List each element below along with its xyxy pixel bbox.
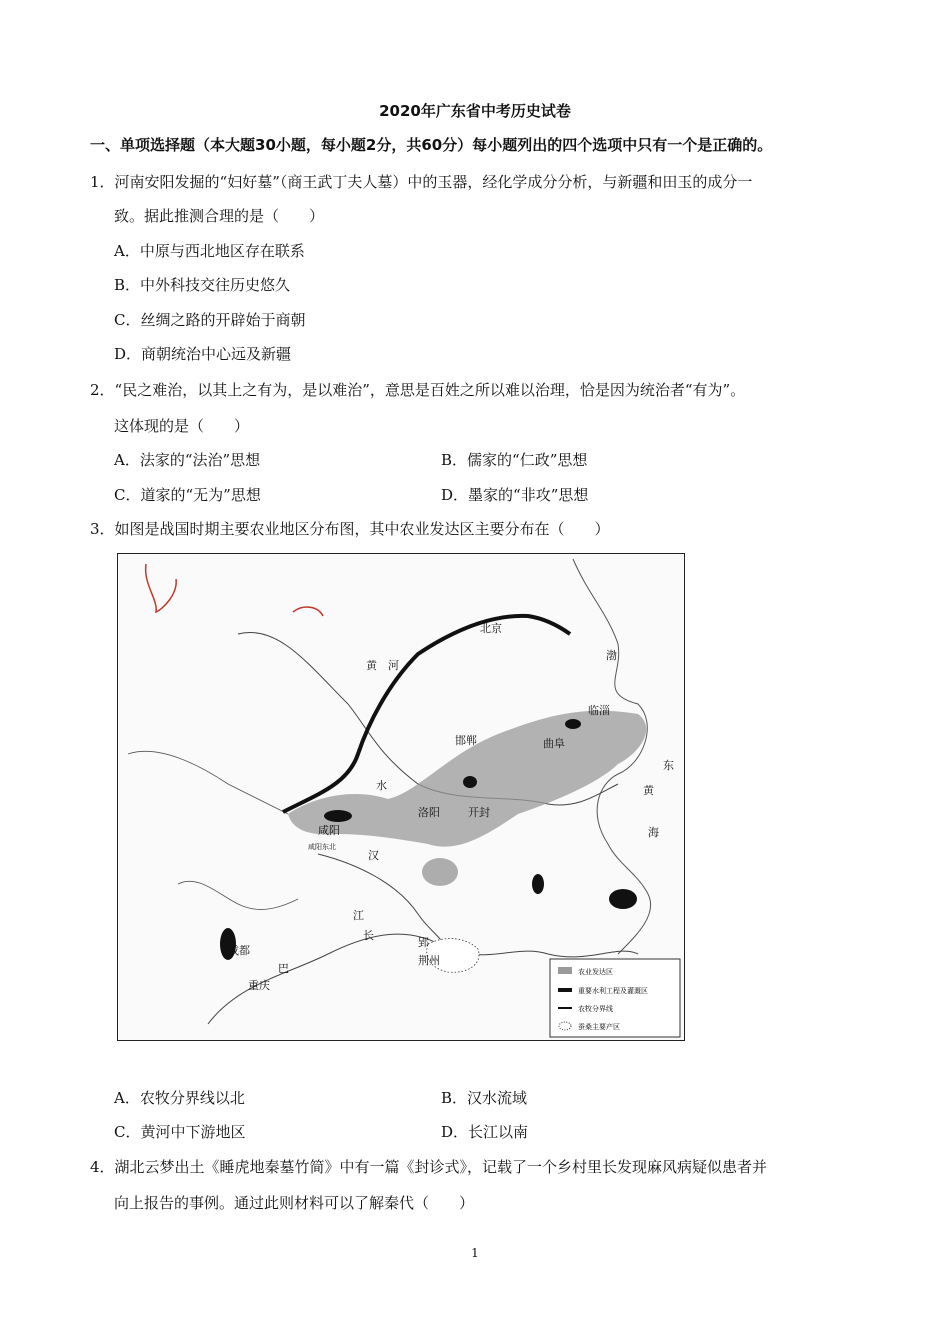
question-3-option-d[interactable]: D．长江以南	[441, 1123, 529, 1141]
page-title: 2020年广东省中考历史试卷	[379, 102, 571, 120]
question-4-line-1: 4．湖北云梦出土《睡虎地秦墓竹简》中有一篇《封诊式》，记载了一个乡村里长发现麻风病疑似患者并	[90, 1158, 768, 1176]
irrigation-zone-qi	[565, 719, 581, 729]
map-legend	[550, 959, 680, 1037]
question-2-option-d[interactable]: D．墨家的“非攻”思想	[441, 486, 589, 504]
label-jingzhou: 荆州	[418, 954, 440, 967]
legend-agriculture: 农业发达区	[578, 968, 613, 976]
label-handan: 邯郸	[455, 734, 477, 747]
question-3-line-1: 3．如图是战国时期主要农业地区分布图，其中农业发达区主要分布在（ ）	[90, 520, 610, 538]
question-4-line-2: 向上报告的事例。通过此则材料可以了解秦代（ ）	[114, 1194, 475, 1212]
red-border-line-2	[293, 607, 323, 616]
irrigation-zone-southeast	[609, 889, 637, 909]
label-huang-sea: 黄	[643, 784, 654, 797]
label-bo: 渤	[606, 649, 617, 662]
irrigation-zone-east	[532, 874, 544, 894]
label-chang: 长	[363, 929, 374, 942]
map-svg	[118, 554, 684, 1040]
legend-agro-pastoral: 农牧分界线	[578, 1005, 613, 1013]
label-luoyang: 洛阳	[418, 806, 440, 819]
legend-irrigation: 重要水利工程及灌溉区	[578, 987, 648, 995]
label-shui: 水	[376, 779, 387, 792]
label-qufu: 曲阜	[543, 737, 565, 750]
question-3-option-c[interactable]: C．黄河中下游地区	[114, 1123, 246, 1141]
agriculture-developed-area-south	[422, 858, 458, 886]
label-kaifeng: 开封	[468, 806, 490, 819]
label-xianyang-northeast: 咸阳东北	[308, 843, 336, 851]
question-3-option-b[interactable]: B．汉水流域	[441, 1089, 528, 1107]
label-ba: 巴	[278, 962, 289, 975]
label-xianyang: 咸阳	[318, 824, 340, 837]
irrigation-zone-ye	[463, 776, 477, 788]
question-1-option-b[interactable]: B．中外科技交往历史悠久	[114, 276, 291, 294]
label-huang: 黄	[366, 659, 377, 672]
question-2-line-2: 这体现的是（ ）	[114, 417, 250, 435]
page-number: 1	[471, 1246, 479, 1260]
warring-states-agriculture-map	[117, 553, 685, 1041]
label-dong: 东	[663, 759, 674, 772]
question-2-option-c[interactable]: C．道家的“无为”思想	[114, 486, 261, 504]
southwest-river	[178, 881, 298, 909]
question-2-line-1: 2．“民之难治，以其上之有为，是以难治”，意思是百姓之所以难以治理，恰是因为统治者“有为”。	[90, 381, 746, 399]
irrigation-zone-zhengguo	[324, 810, 352, 822]
label-chongqing: 重庆	[248, 979, 270, 992]
question-2-option-a[interactable]: A．法家的“法治”思想	[114, 451, 261, 469]
label-linzi: 临淄	[588, 704, 610, 717]
label-han: 汉	[368, 849, 379, 862]
question-1-option-d[interactable]: D．商朝统治中心远及新疆	[114, 345, 292, 363]
label-ying: 郢	[418, 936, 429, 949]
label-he: 河	[388, 659, 399, 672]
question-3-option-a[interactable]: A．农牧分界线以北	[114, 1089, 245, 1107]
western-river	[128, 751, 288, 814]
section-heading: 一、单项选择题（本大题30小题，每小题2分，共60分）每小题列出的四个选项中只有一个是正确的。	[90, 136, 773, 154]
question-1-option-a[interactable]: A．中原与西北地区存在联系	[114, 242, 305, 260]
label-chengdu: 成都	[228, 944, 250, 957]
label-hai: 海	[648, 826, 659, 839]
question-1-option-c[interactable]: C．丝绸之路的开辟始于商朝	[114, 311, 306, 329]
question-1-line-2: 致。据此推测合理的是（ ）	[114, 207, 325, 225]
red-border-line	[146, 564, 177, 612]
question-1-line-1: 1．河南安阳发掘的“妇好墓”（商王武丁夫人墓）中的玉器，经化学成分分析，与新疆和田玉的成分一	[90, 173, 753, 191]
label-beijing: 北京	[480, 622, 502, 635]
label-jiang: 江	[353, 909, 364, 922]
question-2-option-b[interactable]: B．儒家的“仁政”思想	[441, 451, 588, 469]
legend-sericulture: 蚕桑主要产区	[578, 1023, 620, 1031]
